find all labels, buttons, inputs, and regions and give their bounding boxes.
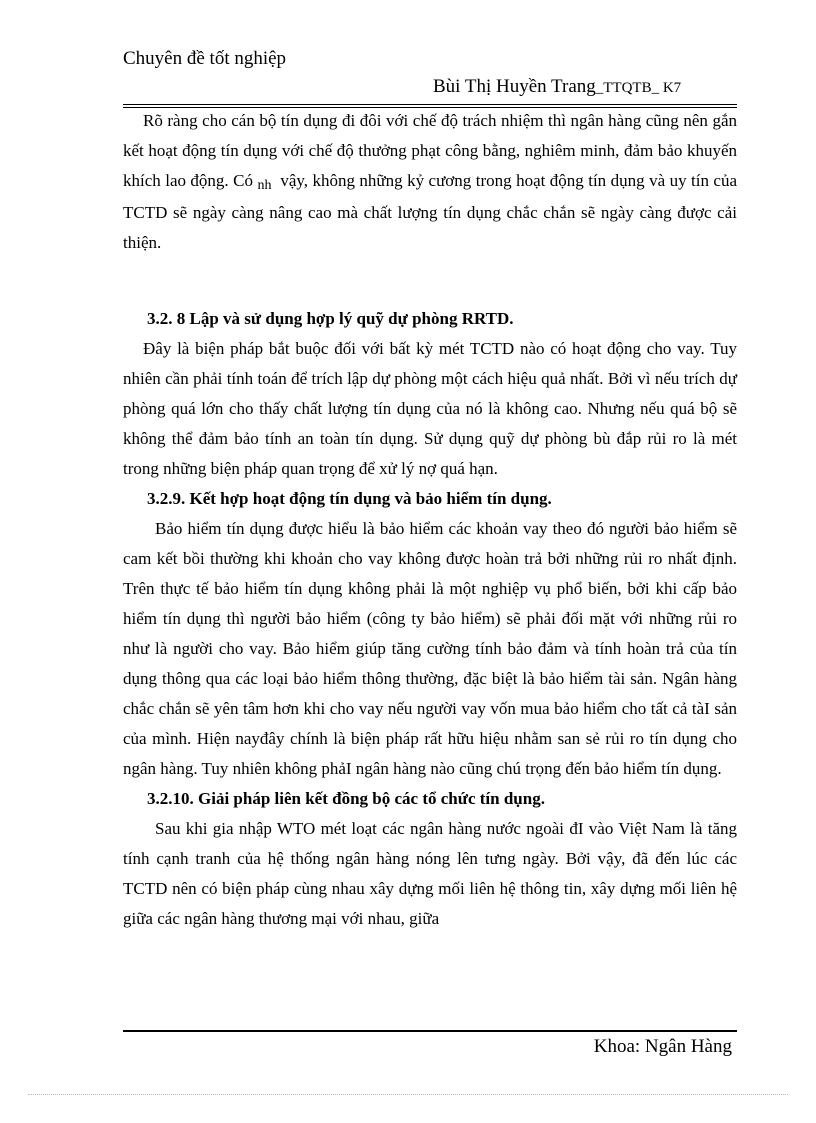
page-edge-dotted-line xyxy=(28,1094,788,1095)
footer-department: Khoa: Ngân Hàng xyxy=(593,1036,732,1057)
heading-3-2-8: 3.2. 8 Lập và sử dụng hợp lý quỹ dự phòng RRTD. xyxy=(147,309,514,328)
heading-3-2-9: 3.2.9. Kết hợp hoạt động tín dụng và bảo hiểm tín dụng. xyxy=(147,489,552,508)
header-title: Chuyên đề tốt nghiệp xyxy=(123,48,287,69)
footer-rule xyxy=(123,1030,737,1032)
document-body xyxy=(123,106,737,934)
section-gap xyxy=(123,258,737,304)
p1-text-after: vậy, không những kỷ cương trong hoạt động tín dụng và uy tín của TCTD sẽ ngày càng nâng cao mà chất lượng tín dụng chắc chắn sẽ ngày càng được cải thiện. xyxy=(123,171,738,252)
p1-text-before: Rõ ràng cho cán bộ tín dụng đi đôi với chế độ trách nhiệm thì ngân hàng cũng nên gắn kết hoạt động tín dụng với chế độ thưởng phạt công bằng, nghiêm minh, đảm bảo khuyến khích lao động. Có xyxy=(123,111,737,190)
heading-3-2-10: 3.2.10. Giải pháp liên kết đồng bộ các tổ chức tín dụng. xyxy=(147,789,545,808)
author-name: Bùi Thị Huyền Trang xyxy=(433,76,596,97)
author-suffix: _TTQTB_ K7 xyxy=(595,80,682,96)
paragraph-linkage: Sau khi gia nhập WTO mét loạt các ngân hàng nước ngoài đI vào Việt Nam là tăng tính cạnh tranh của hệ thống ngân hàng nóng lên tưng ngày. Bởi vậy, đã đến lúc các TCTD nên có biện pháp cùng nhau xây dựng mối liên hệ thông tin, xây dựng mối liên hệ giữa các ngân hàng thương mại với nhau, giữa xyxy=(123,819,737,928)
paragraph-credit-insurance: Bảo hiểm tín dụng được hiểu là bảo hiểm các khoản vay theo đó người bảo hiểm sẽ cam kết bồi thường khi khoản cho vay không được hoàn trả bởi những rủi ro nhất định. Trên thực tế bảo hiểm tín dụng không phải là một nghiệp vụ phổ biến, bởi khi cấp bảo hiểm tín dụng thì người bảo hiểm (công ty bảo hiểm) sẽ phải đối mặt với những rủi ro như là người cho vay. Bảo hiểm giúp tăng cường tính bảo đảm và tính hoàn trả của tín dụng thông qua các loại bảo hiểm thông thường, đặc biệt là bảo hiểm tài sản. Ngân hàng chắc chắn sẽ yên tâm hơn khi cho vay nếu người vay vốn mua bảo hiểm cho tất cả tàI sản của mình. Hiện nayđây chính là biện pháp rất hữu hiệu nhằm san sẻ rủi ro tín dụng cho ngân hàng. Tuy nhiên không phảI ngân hàng nào cũng chú trọng đến bảo hiểm tín dụng. xyxy=(123,519,737,778)
paragraph-provision-fund: Đây là biện pháp bắt buộc đối với bất kỳ mét TCTD nào có hoạt động cho vay. Tuy nhiên cần phải tính toán để trích lập dự phòng một cách hiệu quả nhất. Bởi vì nếu trích dự phòng quá lớn cho thấy chất lượng tín dụng của nó là không cao. Nhưng nếu quá bộ sẽ không thể đảm bảo tính an toàn tín dụng. Sử dụng quỹ dự phòng bù đắp rủi ro là mét trong những biện pháp quan trọng để xử lý nợ quá hạn. xyxy=(123,339,737,478)
paragraph-reward-policy xyxy=(123,106,737,258)
p1-stray-nh: nh xyxy=(257,178,272,193)
header-author xyxy=(433,76,681,98)
